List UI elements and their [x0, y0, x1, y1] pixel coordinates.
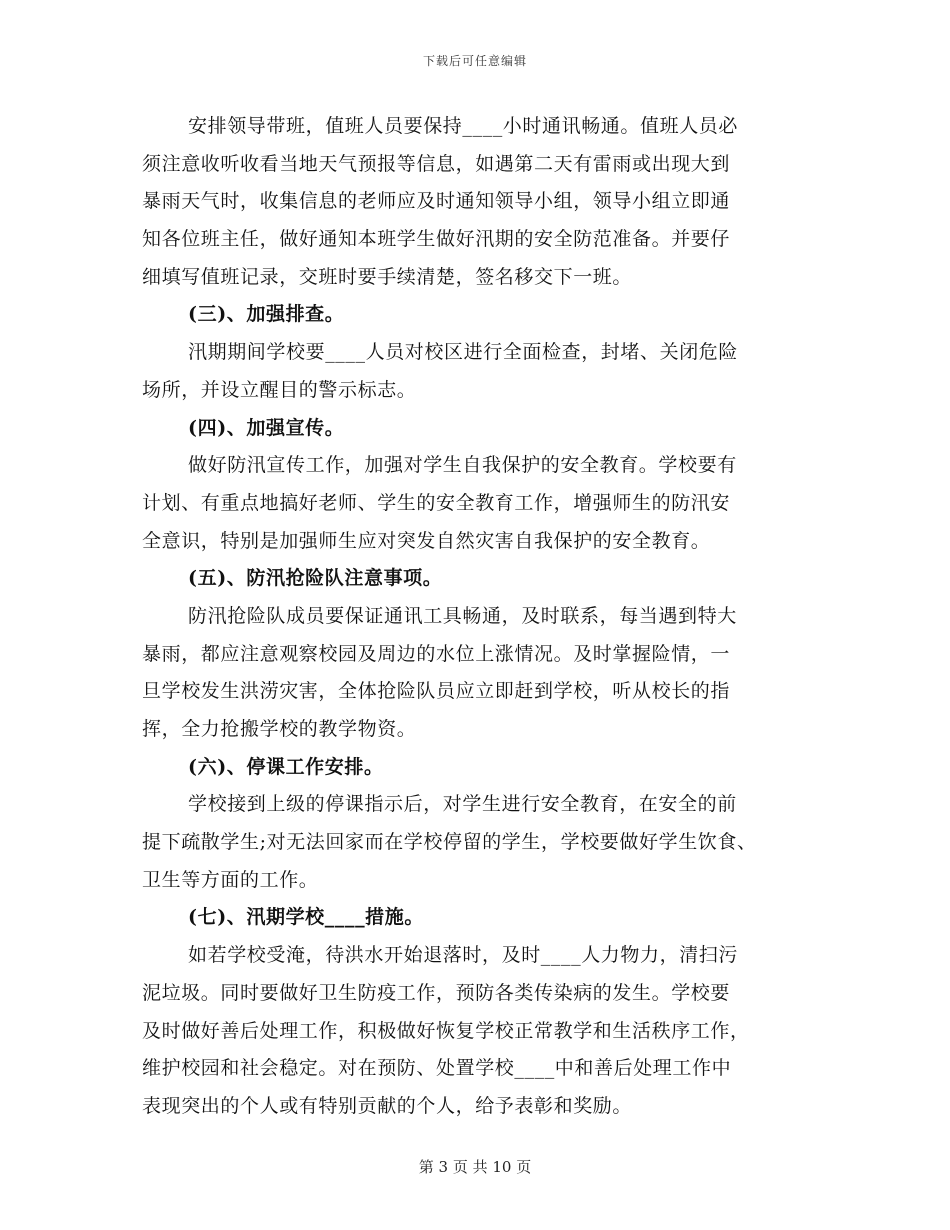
- body-line: 暴雨天气时，收集信息的老师应及时通知领导小组，领导小组立即通: [142, 190, 731, 213]
- body-line: 须注意收听收看当地天气预报等信息，如遇第二天有雷雨或出现大到: [142, 152, 731, 175]
- body-line: 做好防汛宣传工作，加强对学生自我保护的安全教育。学校要有: [188, 454, 737, 477]
- body-line: 泥垃圾。同时要做好卫生防疫工作，预防各类传染病的发生。学校要: [142, 981, 731, 1004]
- body-line: 表现突出的个人或有特别贡献的个人，给予表彰和奖励。: [142, 1094, 633, 1117]
- section-heading-6: (六)、停课工作安排。: [188, 755, 384, 778]
- body-line: 卫生等方面的工作。: [142, 868, 319, 891]
- body-line: 全意识，特别是加强师生应对突发自然灾害自我保护的安全教育。: [142, 529, 711, 552]
- body-line: 知各位班主任，做好通知本班学生做好汛期的安全防范准备。并要仔: [142, 228, 731, 251]
- page-footer: 第 3 页 共 10 页: [418, 1158, 532, 1176]
- body-line: 旦学校发生洪涝灾害，全体抢险队员应立即赶到学校，听从校长的指: [142, 680, 731, 703]
- body-line: 计划、有重点地搞好老师、学生的安全教育工作，增强师生的防汛安: [142, 491, 731, 514]
- body-line: 安排领导带班，值班人员要保持____小时通讯畅通。值班人员必: [188, 115, 739, 137]
- body-line: 防汛抢险队成员要保证通讯工具畅通，及时联系，每当遇到特大: [188, 604, 737, 627]
- body-line: 细填写值班记录，交班时要手续清楚，签名移交下一班。: [142, 265, 633, 288]
- body-line: 暴雨，都应注意观察校园及周边的水位上涨情况。及时掌握险情，一: [142, 642, 731, 665]
- section-heading-5: (五)、防汛抢险队注意事项。: [188, 567, 443, 590]
- section-heading-7: (七)、汛期学校____措施。: [188, 906, 424, 929]
- body-line: 维护校园和社会稳定。对在预防、处置学校____中和善后处理工作中: [142, 1057, 732, 1080]
- body-line: 场所，并设立醒目的警示标志。: [142, 378, 417, 401]
- body-line: 汛期期间学校要____人员对校区进行全面检查，封堵、关闭危险: [188, 341, 739, 364]
- section-heading-3: (三)、加强排查。: [188, 303, 345, 326]
- body-line: 学校接到上级的停课指示后，对学生进行安全教育，在安全的前: [188, 793, 737, 816]
- body-line: 及时做好善后处理工作，积极做好恢复学校正常教学和生活秩序工作，: [142, 1019, 750, 1042]
- body-line: 提下疏散学生;对无法回家而在学校停留的学生，学校要做好学生饮食、: [142, 831, 757, 854]
- section-heading-4: (四)、加强宣传。: [188, 416, 345, 439]
- body-line: 挥，全力抢搬学校的教学物资。: [142, 718, 417, 740]
- body-line: 如若学校受淹，待洪水开始退落时，及时____人力物力，清扫污: [188, 944, 739, 967]
- document-body: [142, 108, 822, 1126]
- page-header: 下载后可任意编辑: [422, 54, 527, 68]
